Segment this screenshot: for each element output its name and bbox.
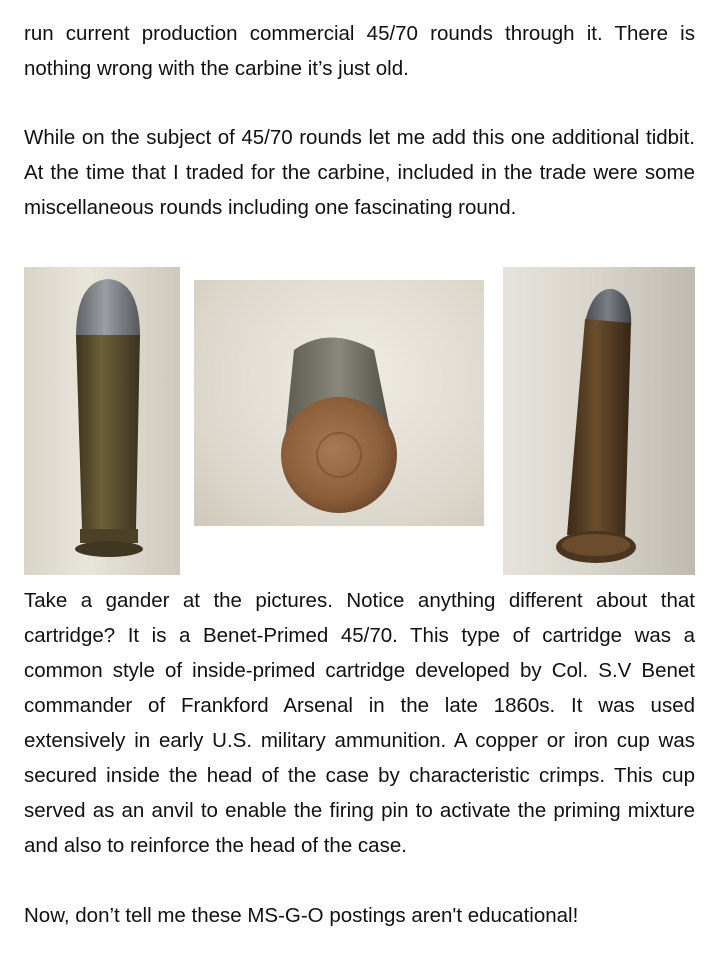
- cartridge-angled-view-illustration: [503, 267, 695, 575]
- paragraph-tidbit: While on the subject of 45/70 rounds let me add this one additional tidbit. At the time that I traded for the carbine, included in the trade were some miscellaneous rounds including one fascinating round.: [24, 126, 695, 219]
- cartridge-side-view-illustration: [24, 267, 180, 575]
- cartridge-head-view-illustration: [194, 280, 484, 526]
- cartridge-head-view-photo: [194, 280, 484, 526]
- paragraph-closing: Now, don’t tell me these MS-G-O postings aren't educational!: [24, 904, 579, 927]
- cartridge-angled-view-photo: [503, 267, 695, 575]
- cartridge-side-view-photo: [24, 267, 180, 575]
- paragraph-intro: run current production commercial 45/70 rounds through it. There is nothing wrong with the carbine it’s just old.: [24, 22, 695, 80]
- paragraph-benet-explanation: Take a gander at the pictures. Notice anything different about that cartridge? It is a Benet-Primed 45/70. This type of cartridge was a common style of inside-primed cartridge developed by Col. S.V Benet commander of Frankford Arsenal in the late 1860s. It was used extensively in early U.S. military ammunition. A copper or iron cup was secured inside the head of the case by characteristic crimps. This cup served as an anvil to enable the firing pin to activate the priming mixture and also to reinforce the head of the case.: [24, 589, 695, 857]
